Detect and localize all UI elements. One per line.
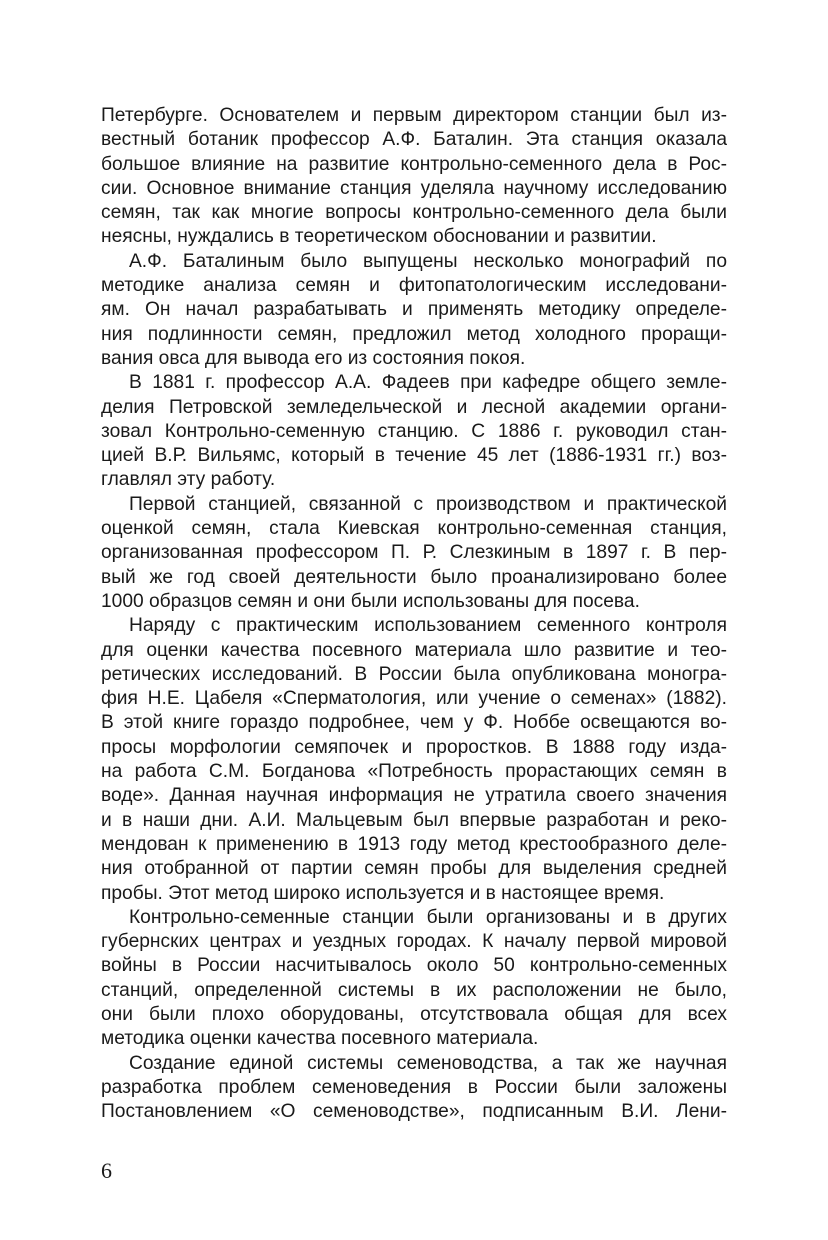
text-line: войны в России насчитывалось около 50 контрольно-семенных <box>101 955 727 977</box>
text-line: мендован к применению в 1913 году метод крестообразного деле- <box>101 833 727 855</box>
text-line: Создание единой системы семеноводства, а так же научная <box>129 1052 727 1074</box>
text-line: цией В.Р. Вильямс, который в течение 45 лет (1886-1931 гг.) воз- <box>101 445 727 467</box>
text-line: просы морфологии семяпочек и проростков. В 1888 году изда- <box>101 736 727 758</box>
body-text <box>101 104 727 1124</box>
text-line: большое влияние на развитие контрольно-семенного дела в Рос- <box>101 153 727 175</box>
text-line: зовал Контрольно-семенную станцию. С 1886 г. руководил стан- <box>101 420 727 442</box>
text-line: ния подлинности семян, предложил метод холодного проращи- <box>101 323 727 345</box>
text-line: и в наши дни. А.И. Мальцевым был впервые разработан и реко- <box>101 809 727 831</box>
text-line: воде». Данная научная информация не утратила своего значения <box>101 785 727 807</box>
text-line: они были плохо оборудованы, отсутствовала общая для всех <box>101 1003 727 1025</box>
text-line: семян, так как многие вопросы контрольно-семенного дела были <box>101 202 727 224</box>
text-line: главлял эту работу. <box>101 469 276 491</box>
text-line: Постановлением «О семеноводстве», подписанным В.И. Лени- <box>101 1101 727 1123</box>
text-line: ям. Он начал разрабатывать и применять методику определе- <box>101 299 727 321</box>
text-line: ретических исследований. В России была опубликована моногра- <box>101 663 727 685</box>
text-line: фия Н.Е. Цабеля «Сперматология, или учение о семенах» (1882). <box>101 688 727 710</box>
text-line: на работа С.М. Богданова «Потребность прорастающих семян в <box>101 761 727 783</box>
text-line: В 1881 г. профессор А.А. Фадеев при кафедре общего земле- <box>129 372 727 394</box>
paragraph <box>101 104 727 250</box>
text-line: делия Петровской земледельческой и лесной академии органи- <box>101 396 727 418</box>
text-line: вый же год своей деятельности было проанализировано более <box>101 566 727 588</box>
text-line: ния отобранной от партии семян пробы для выделения средней <box>101 858 727 880</box>
paragraph <box>101 906 727 1052</box>
text-line: оценкой семян, стала Киевская контрольно-семенная станция, <box>101 518 727 540</box>
text-line: методике анализа семян и фитопатологическим исследовани- <box>101 275 727 297</box>
text-line: станций, определенной системы в их расположении не было, <box>101 979 727 1001</box>
text-line: организованная профессором П. Р. Слезкиным в 1897 г. В пер- <box>101 542 727 564</box>
text-line: Наряду с практическим использованием семенного контроля <box>129 615 727 637</box>
paragraph <box>101 371 727 492</box>
text-line: 1000 образцов семян и они были использованы для посева. <box>101 590 640 612</box>
paragraph <box>101 250 727 371</box>
text-line: Контрольно-семенные станции были организованы и в других <box>129 906 727 928</box>
text-line: неясны, нуждались в теоретическом обосновании и развитии. <box>101 226 657 248</box>
page-number: 6 <box>101 1158 112 1183</box>
text-line: А.Ф. Баталиным было выпущены несколько монографий по <box>129 250 727 272</box>
text-line: вания овса для вывода его из состояния покоя. <box>101 347 526 369</box>
paragraph <box>101 493 727 614</box>
text-line: вестный ботаник профессор А.Ф. Баталин. Эта станция оказала <box>101 129 727 151</box>
text-line: В этой книге гораздо подробнее, чем у Ф. Ноббе освещаются во- <box>101 712 727 734</box>
text-line: пробы. Этот метод широко используется и в настоящее время. <box>101 882 665 904</box>
text-line: для оценки качества посевного материала шло развитие и тео- <box>101 639 727 661</box>
text-line: губернских центрах и уездных городах. К началу первой мировой <box>101 931 727 953</box>
paragraph <box>101 614 727 906</box>
text-line: Петербурге. Основателем и первым директором станции был из- <box>101 105 727 126</box>
text-line: Первой станцией, связанной с производством и практической <box>129 493 727 515</box>
text-line: методика оценки качества посевного материала. <box>101 1028 539 1050</box>
text-line: сии. Основное внимание станция уделяла научному исследованию <box>101 177 727 199</box>
paragraph <box>101 1052 727 1125</box>
text-line: разработка проблем семеноведения в России были заложены <box>101 1076 727 1098</box>
